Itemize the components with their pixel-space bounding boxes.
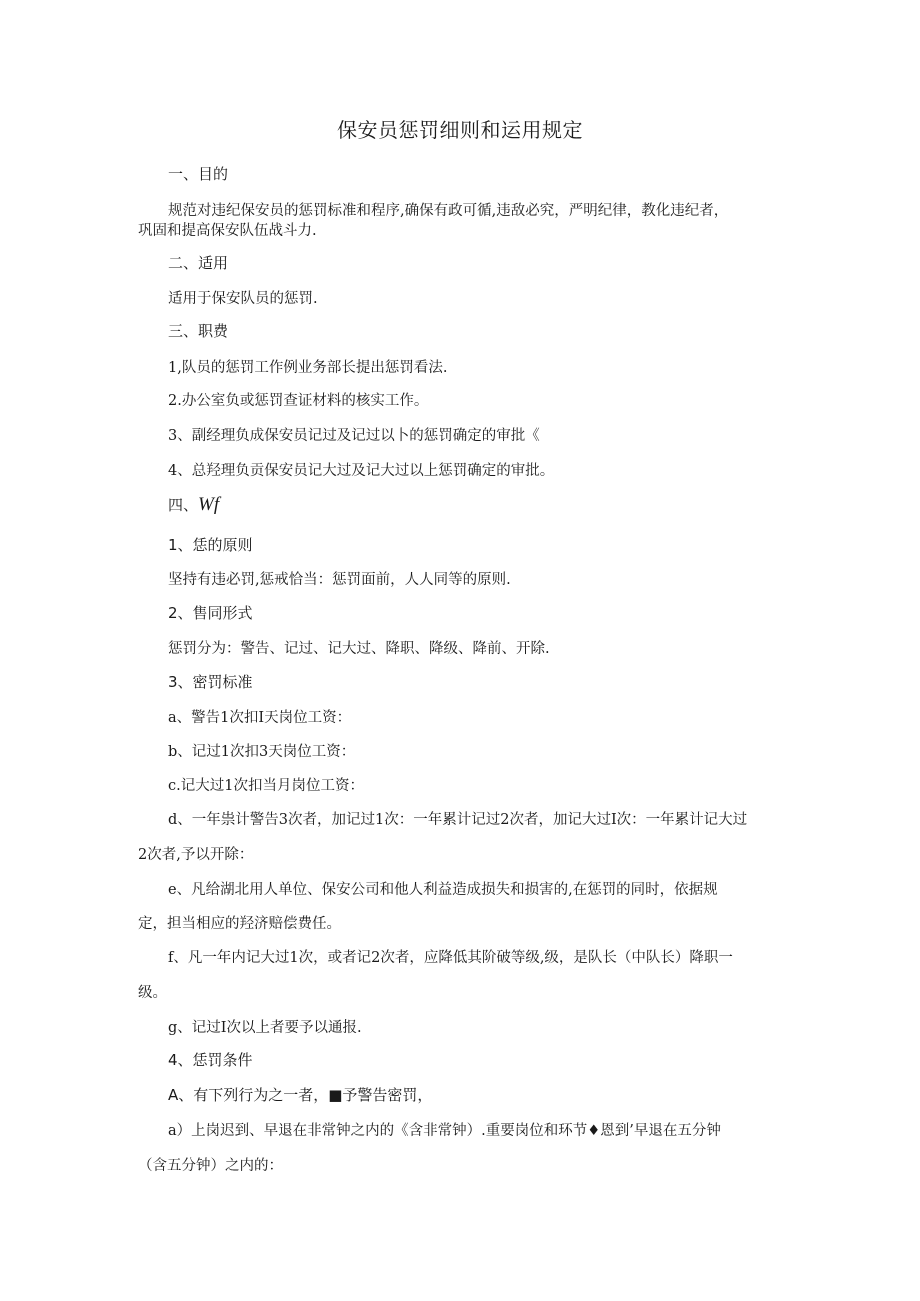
condition-item-a-line2: （含五分钟）之内的： xyxy=(138,1158,283,1174)
condition-item-A: A、有下列行为之一者，■予警告密罚， xyxy=(168,1086,433,1104)
section-heading-four-italic: Wf xyxy=(198,494,220,515)
section-heading-four-prefix: 四、 xyxy=(168,496,199,514)
standard-item-c: c.记大过1次扣当月岗位工资： xyxy=(168,778,364,794)
standard-item-d-line2: 2次者,予以开除： xyxy=(138,847,254,863)
section-heading-four xyxy=(168,494,219,516)
subheading-principles: 1、恁的原则 xyxy=(168,536,253,554)
paragraph-purpose-line1: 规范对违纪保安员的惩罚标准和程序,确保有政可循,违敌必究，严明纪律，教化违纪者， xyxy=(168,203,729,219)
subheading-conditions: 4、恁罚条件 xyxy=(168,1051,253,1069)
standard-item-f-line1: f、凡一年内记大过1次，或者记2次者，应降低其阶破等级,级，是队长（中队长）降职一 xyxy=(168,950,733,966)
section-heading-purpose: 一、目的 xyxy=(168,165,229,183)
duty-item-4: 4、总羟理负贡保安员记大过及记大过以上惩罚确定的审批。 xyxy=(168,463,555,479)
standard-item-d-line1: d、一年祟计警告3次者，加记过1次：一年累计记过2次者，加记大过I次：一年累计记大过 xyxy=(168,812,748,828)
document-title: 保安员惩罚细则和运用规定 xyxy=(337,118,583,142)
standard-item-e-line1: e、凡给湖北用人单位、保安公司和他人利益造成损失和损害的,在惩罚的同时，依据规 xyxy=(168,882,718,898)
standard-item-b: b、记过1次扣3天岗位工资： xyxy=(168,744,356,760)
standard-item-a: a、警告1次扣I天岗位工资： xyxy=(168,710,352,726)
paragraph-forms: 惩罚分为：警告、记过、记大过、降职、降级、降前、开除. xyxy=(168,641,550,657)
duty-item-1: 1,队员的惩罚工作例业务部长提出惩罚看法. xyxy=(168,360,448,376)
standard-item-g: g、记过I次以上者要予以通报. xyxy=(168,1020,362,1036)
duty-item-2: 2.办公室负或惩罚查证材料的核实工作。 xyxy=(168,393,429,409)
paragraph-scope: 适用于保安队员的惩罚. xyxy=(168,291,318,307)
standard-item-f-line2: 级。 xyxy=(138,985,167,1001)
subheading-standards: 3、密罚标准 xyxy=(168,673,253,691)
paragraph-principles: 坚持有违必罚,惩戒恰当：惩罚面前，人人同等的原则. xyxy=(168,572,511,588)
condition-item-a-line1: a）上岗迟到、早退在非常钟之内的《含非常钟）.重要岗位和环节♦恩到’早退在五分钟 xyxy=(168,1123,721,1139)
paragraph-purpose-line2: 巩固和提高保安队伍战斗力. xyxy=(138,223,317,239)
section-heading-scope: 二、适用 xyxy=(168,254,229,272)
standard-item-e-line2: 定，担当相应的羟济赔偿费任。 xyxy=(138,916,341,932)
duty-item-3: 3、副经理负成保安员记过及记过以卜的惩罚确定的审批《 xyxy=(168,428,540,444)
section-heading-duties: 三、职费 xyxy=(168,322,229,340)
subheading-forms: 2、售同形式 xyxy=(168,604,253,622)
